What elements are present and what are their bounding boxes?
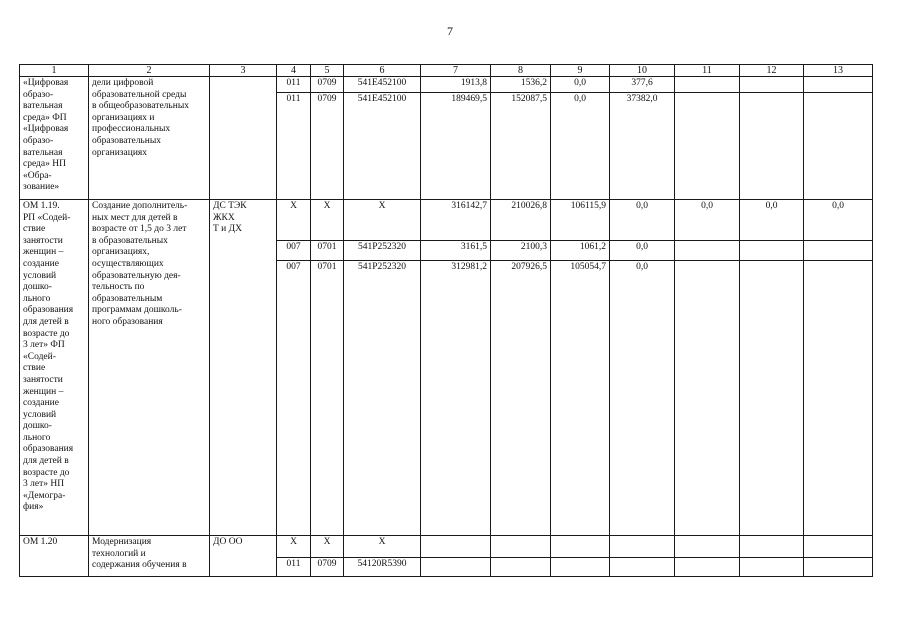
amount-cell: [675, 536, 740, 558]
amount-cell: [675, 77, 740, 93]
section-code-cell: Х: [311, 536, 344, 558]
amount-cell: 0,0: [610, 261, 675, 536]
ministry-code-cell: 007: [277, 261, 311, 536]
amount-cell: 3161,5: [421, 241, 491, 261]
column-header: 6: [344, 65, 421, 77]
amount-cell: 0,0: [610, 200, 675, 241]
table-row: [20, 536, 873, 558]
target-article-cell: Х: [344, 200, 421, 241]
amount-cell: [804, 241, 873, 261]
amount-cell: 0,0: [551, 93, 610, 200]
amount-cell: [740, 536, 804, 558]
amount-cell: [675, 261, 740, 536]
column-header: 13: [804, 65, 873, 77]
event-name-cell: ОМ 1.19. РП «Содей- ствие занятости женщин – создание условий дошко- льного образования для детей в возрасте до 3 лет» ФП «Содей- ствие занятости женщин – создание условий дошко- льного образования для детей в возрасте до 3 лет» НП «Демогра- фия»: [20, 200, 89, 536]
amount-cell: 0,0: [551, 77, 610, 93]
amount-cell: [740, 77, 804, 93]
section-code-cell: 0709: [311, 77, 344, 93]
amount-cell: [804, 558, 873, 577]
amount-cell: [675, 93, 740, 200]
amount-cell: [610, 536, 675, 558]
amount-cell: [551, 536, 610, 558]
ministry-code-cell: 011: [277, 558, 311, 577]
target-article-cell: 541P252320: [344, 261, 421, 536]
amount-cell: 1536,2: [491, 77, 551, 93]
section-code-cell: 0709: [311, 93, 344, 200]
amount-cell: 189469,5: [421, 93, 491, 200]
amount-cell: 312981,2: [421, 261, 491, 536]
event-description-cell: Создание дополнитель- ных мест для детей в возрасте от 1,5 до 3 лет в образовательных организациях, осуществляющих образовательную дея- тельность по образовательным программам дошколь- ного образования: [89, 200, 210, 536]
section-code-cell: 0709: [311, 558, 344, 577]
target-article-cell: 541E452100: [344, 77, 421, 93]
executor-cell: ДО ОО: [210, 536, 277, 577]
amount-cell: [804, 93, 873, 200]
section-code-cell: Х: [311, 200, 344, 241]
event-description-cell: дели цифровой образовательной среды в общеобразовательных организациях и профессиональных образовательных организациях: [89, 77, 210, 200]
ministry-code-cell: 011: [277, 93, 311, 200]
target-article-cell: 54120R5390: [344, 558, 421, 577]
amount-cell: [675, 241, 740, 261]
amount-cell: 0,0: [804, 200, 873, 241]
column-header: 5: [311, 65, 344, 77]
column-header: 12: [740, 65, 804, 77]
amount-cell: [491, 558, 551, 577]
amount-cell: [740, 241, 804, 261]
amount-cell: 105054,7: [551, 261, 610, 536]
column-header: 11: [675, 65, 740, 77]
page-number: 7: [447, 24, 453, 38]
amount-cell: 2100,3: [491, 241, 551, 261]
amount-cell: 1913,8: [421, 77, 491, 93]
executor-cell: ДС ТЭК ЖКХ Т и ДХ: [210, 200, 277, 536]
column-header: 10: [610, 65, 675, 77]
target-article-cell: 541E452100: [344, 93, 421, 200]
amount-cell: [804, 77, 873, 93]
amount-cell: [804, 261, 873, 536]
amount-cell: [675, 558, 740, 577]
amount-cell: [804, 536, 873, 558]
section-code-cell: 0701: [311, 241, 344, 261]
amount-cell: 316142,7: [421, 200, 491, 241]
ministry-code-cell: 007: [277, 241, 311, 261]
amount-cell: [610, 558, 675, 577]
column-header: 2: [89, 65, 210, 77]
amount-cell: [551, 558, 610, 577]
target-article-cell: 541P252320: [344, 241, 421, 261]
event-name-cell: ОМ 1.20: [20, 536, 89, 577]
amount-cell: [740, 558, 804, 577]
amount-cell: 0,0: [740, 200, 804, 241]
column-header: 4: [277, 65, 311, 77]
amount-cell: 152087,5: [491, 93, 551, 200]
amount-cell: 0,0: [675, 200, 740, 241]
amount-cell: 210026,8: [491, 200, 551, 241]
table-row: [20, 77, 873, 93]
amount-cell: 106115,9: [551, 200, 610, 241]
amount-cell: 207926,5: [491, 261, 551, 536]
amount-cell: 377,6: [610, 77, 675, 93]
table-row: [20, 200, 873, 241]
ministry-code-cell: 011: [277, 77, 311, 93]
amount-cell: 1061,2: [551, 241, 610, 261]
executor-cell: [210, 77, 277, 200]
column-header: 8: [491, 65, 551, 77]
amount-cell: 37382,0: [610, 93, 675, 200]
budget-table: [19, 64, 873, 577]
amount-cell: [421, 558, 491, 577]
ministry-code-cell: Х: [277, 536, 311, 558]
amount-cell: [491, 536, 551, 558]
column-header: 1: [20, 65, 89, 77]
section-code-cell: 0701: [311, 261, 344, 536]
target-article-cell: Х: [344, 536, 421, 558]
column-header: 7: [421, 65, 491, 77]
ministry-code-cell: Х: [277, 200, 311, 241]
column-header: 3: [210, 65, 277, 77]
column-header: 9: [551, 65, 610, 77]
amount-cell: 0,0: [610, 241, 675, 261]
event-name-cell: «Цифровая образо- вательная среда» ФП «Цифровая образо- вательная среда» НП «Обра- зование»: [20, 77, 89, 200]
amount-cell: [421, 536, 491, 558]
event-description-cell: Модернизация технологий и содержания обучения в: [89, 536, 210, 577]
header-row: [20, 65, 873, 77]
amount-cell: [740, 261, 804, 536]
amount-cell: [740, 93, 804, 200]
